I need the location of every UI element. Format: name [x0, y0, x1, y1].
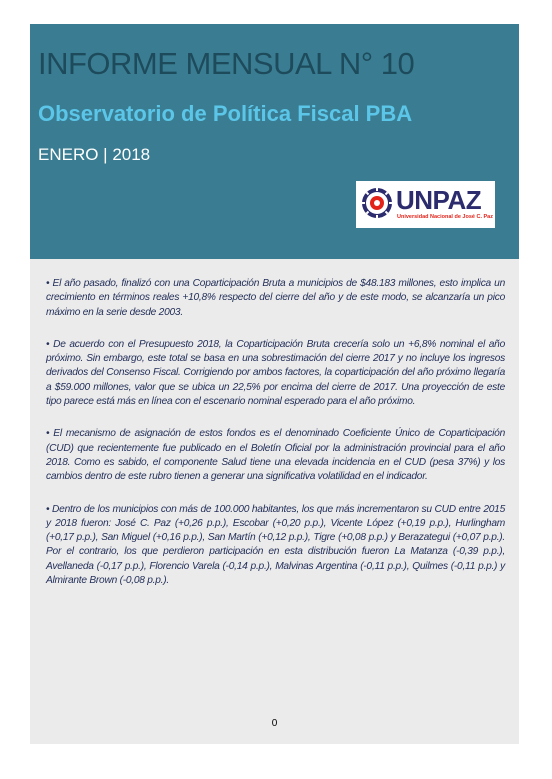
bullet-paragraph: • Dentro de los municipios con más de 100.000 habitantes, los que más incrementaron su CUD entre 2015 y 2018 fueron: José C. Paz (+0,26 p.p.), Escobar (+0,20 p.p.), Vicente López (+0,19 p.p.), Hurlingham (+0,17 p.p.), San Miguel (+0,16 p.p.), San Martín (+0,12 p.p.), Tigre (+0,08 p.p.) y Berazategui (+0,07 p.p.). Por el contrario, los que perdieron participación en esta distribución fueron La Matanza (-0,39 p.p.), Avellaneda (-0,17 p.p.), Florencio Varela (-0,14 p.p.), Malvinas Argentina (-0,11 p.p.), Quilmes (-0,11 p.p.) y Almirante Brown (-0,08 p.p.).	[46, 503, 505, 587]
unpaz-logo	[356, 181, 495, 228]
page-number: 0	[271, 718, 278, 729]
bullet-paragraph: • El año pasado, finalizó con una Coparticipación Bruta a municipios de $48.183 millones, esto implica un crecimiento en términos reales +10,8% respecto del cierre del año y de este modo, se alcanzaría un pico máximo en la serie desde 2003.	[46, 278, 505, 318]
report-header	[30, 24, 519, 259]
report-date: ENERO | 2018	[38, 145, 151, 164]
report-title: INFORME MENSUAL N° 10	[38, 46, 415, 81]
logo-wordmark: UNPAZ	[396, 185, 482, 215]
report-page	[30, 24, 519, 744]
report-body	[46, 277, 505, 606]
bullet-paragraph: • El mecanismo de asignación de estos fondos es el denominado Coeficiente Único de Coparticipación (CUD) que recientemente fue publicado en el Boletín Oficial por la administración provincial para el año 2018. Como es sabido, el componente Salud tiene una elevada incidencia en el CUD (pesa 37%) y los cambios dentro de este rubro tienen a generar una significativa volatilidad en el indicador.	[46, 428, 505, 483]
bullet-paragraph: • De acuerdo con el Presupuesto 2018, la Coparticipación Bruta crecería solo un +6,8% nominal el año próximo. Sin embargo, este total se basa en una sobrestimación del cierre 2017 y no incluye los ingresos derivados del Consenso Fiscal. Corrigiendo por ambos factores, la coparticipación del año próximo llegaría a $59.000 millones, valor que se ubica un 22,5% por encima del cierre de 2017. Una proyección de este tipo parece está más en línea con el escenario nominal esperado para el año próximo.	[46, 338, 505, 408]
logo-caption: Universidad Nacional de José C. Paz	[397, 214, 493, 220]
unpaz-gear-logo-icon	[360, 185, 394, 223]
report-subtitle: Observatorio de Política Fiscal PBA	[38, 101, 413, 126]
